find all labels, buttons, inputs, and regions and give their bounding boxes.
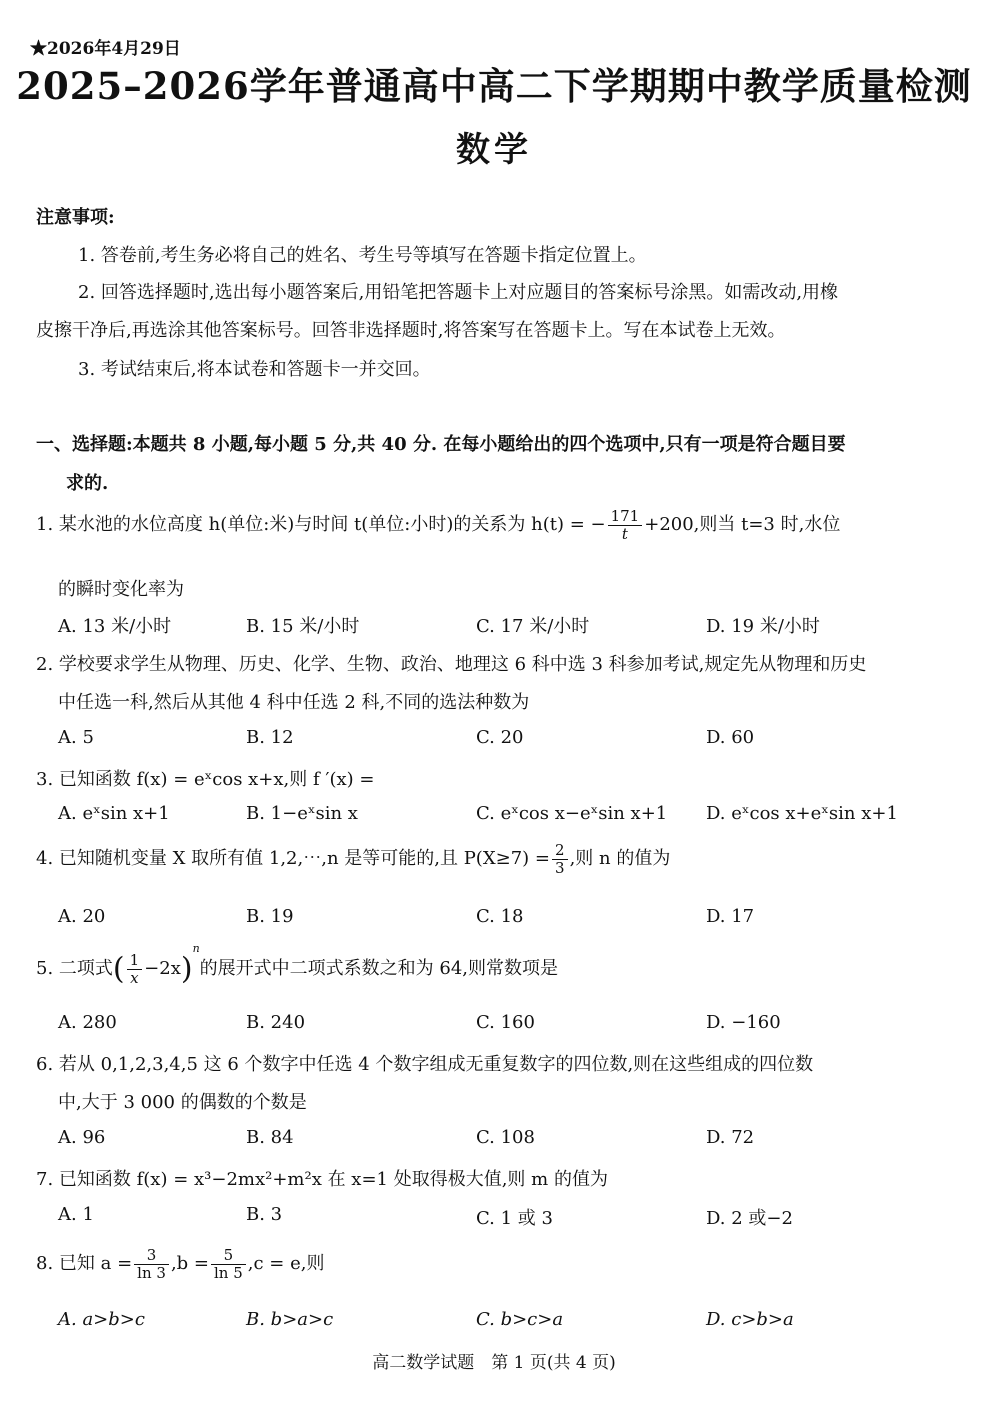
option-a: A. 5 [58, 727, 94, 748]
question-text: 5. 二项式 [36, 958, 113, 979]
option-b: B. 3 [246, 1204, 283, 1225]
option-c: C. 160 [476, 1012, 535, 1033]
binomial-term: −2x [144, 958, 181, 979]
option-d: D. 72 [706, 1127, 755, 1148]
question-text: 1. 某水池的水位高度 h(单位:米)与时间 t(单位:小时)的关系为 h(t) = − [36, 514, 606, 535]
option-d: D. 2 或−2 [706, 1208, 793, 1229]
option-b: B. 240 [246, 1012, 306, 1033]
notice-item: 2. 回答选择题时,选出每小题答案后,用铅笔把答题卡上对应题目的答案标号涂黑。如需改动,用橡 [78, 282, 839, 303]
option-d: D. 19 米/小时 [706, 616, 820, 637]
fraction-numerator: 171 [608, 508, 643, 526]
option-b: B. b>a>c [246, 1309, 334, 1330]
question-2: 2. 学校要求学生从物理、历史、化学、生物、政治、地理这 6 科中选 3 科参加考试,规定先从物理和历史 [36, 654, 867, 675]
question-7: 7. 已知函数 f(x) = x³−2mx²+m²x 在 x=1 处取得极大值,则 m 的值为 [36, 1169, 608, 1190]
question-1 [36, 508, 840, 542]
exam-date: ★2026年4月29日 [30, 39, 181, 59]
notice-heading: 注意事项: [36, 207, 115, 228]
option-d: D. eˣcos x+eˣsin x+1 [706, 803, 898, 824]
fraction-denominator: 3 [555, 858, 565, 877]
question-text: 的展开式中二项式系数之和为 64,则常数项是 [199, 958, 559, 979]
exam-title: 2025–2026学年普通高中高二下学期期中教学质量检测 [16, 64, 972, 108]
fraction-numerator: 3 [134, 1247, 169, 1265]
question-3: 3. 已知函数 f(x) = eˣcos x+x,则 f ′(x) = [36, 769, 375, 790]
option-b: B. 84 [246, 1127, 294, 1148]
option-c: C. 1 或 3 [476, 1208, 553, 1229]
option-a: A. 1 [58, 1204, 94, 1225]
question-2-cont: 中任选一科,然后从其他 4 科中任选 2 科,不同的选法种数为 [58, 692, 530, 713]
option-a: A. eˣsin x+1 [58, 803, 170, 824]
question-4 [36, 842, 670, 876]
notice-item: 3. 考试结束后,将本试卷和答题卡一并交回。 [78, 359, 431, 380]
option-a: A. 13 米/小时 [58, 616, 172, 637]
exponent: n [192, 942, 200, 955]
option-c: C. 20 [476, 727, 524, 748]
question-6-cont: 中,大于 3 000 的偶数的个数是 [58, 1092, 307, 1113]
option-d: D. −160 [706, 1012, 781, 1033]
option-c: C. 18 [476, 906, 524, 927]
option-b: B. 12 [246, 727, 294, 748]
option-b: B. 15 米/小时 [246, 616, 360, 637]
option-b: B. 1−eˣsin x [246, 803, 358, 824]
fraction [552, 842, 568, 876]
section-heading-cont: 求的. [66, 473, 109, 494]
question-text: ,c = e,则 [247, 1253, 325, 1274]
question-8 [36, 1247, 324, 1281]
question-text: 8. 已知 a = [36, 1253, 133, 1274]
option-c: C. 108 [476, 1127, 535, 1148]
fraction-denominator: ln 5 [214, 1263, 243, 1282]
fraction [134, 1247, 169, 1281]
exam-subject: 数学 [456, 130, 532, 170]
question-6: 6. 若从 0,1,2,3,4,5 这 6 个数字中任选 4 个数字组成无重复数字的四位数,则在这些组成的四位数 [36, 1054, 814, 1075]
fraction-numerator: 1 [127, 952, 143, 970]
fraction-numerator: 5 [211, 1247, 246, 1265]
question-text: ,则 n 的值为 [569, 848, 671, 869]
fraction-denominator: t [621, 524, 628, 543]
question-5 [36, 942, 558, 987]
notice-item: 1. 答卷前,考生务必将自己的姓名、考生号等填写在答题卡指定位置上。 [78, 245, 647, 266]
option-a: A. 20 [58, 906, 106, 927]
fraction-denominator: x [130, 968, 139, 987]
option-d: D. 17 [706, 906, 755, 927]
question-text: ,b = [170, 1253, 209, 1274]
page-footer: 高二数学试题 第 1 页(共 4 页) [372, 1353, 616, 1373]
fraction [608, 508, 643, 542]
question-1-cont: 的瞬时变化率为 [58, 579, 184, 600]
option-c: C. b>c>a [476, 1309, 564, 1330]
notice-item: 皮擦干净后,再选涂其他答案标号。回答非选择题时,将答案写在答题卡上。写在本试卷上无效。 [36, 320, 786, 341]
fraction-denominator: ln 3 [137, 1263, 166, 1282]
option-d: D. c>b>a [706, 1309, 794, 1330]
section-heading: 一、选择题:本题共 8 小题,每小题 5 分,共 40 分. 在每小题给出的四个选项中,只有一项是符合题目要 [36, 434, 846, 455]
option-d: D. 60 [706, 727, 755, 748]
option-a: A. 96 [58, 1127, 106, 1148]
option-b: B. 19 [246, 906, 294, 927]
paren-open: ( [112, 951, 125, 987]
question-text: 4. 已知随机变量 X 取所有值 1,2,⋯,n 是等可能的,且 P(X≥7) = [36, 848, 551, 869]
fraction [127, 952, 143, 986]
option-c: C. eˣcos x−eˣsin x+1 [476, 803, 668, 824]
fraction [211, 1247, 246, 1281]
option-c: C. 17 米/小时 [476, 616, 590, 637]
question-text: +200,则当 t=3 时,水位 [644, 514, 841, 535]
option-a: A. 280 [58, 1012, 117, 1033]
fraction-numerator: 2 [552, 842, 568, 860]
option-a: A. a>b>c [58, 1309, 145, 1330]
paren-close: ) [180, 951, 193, 987]
